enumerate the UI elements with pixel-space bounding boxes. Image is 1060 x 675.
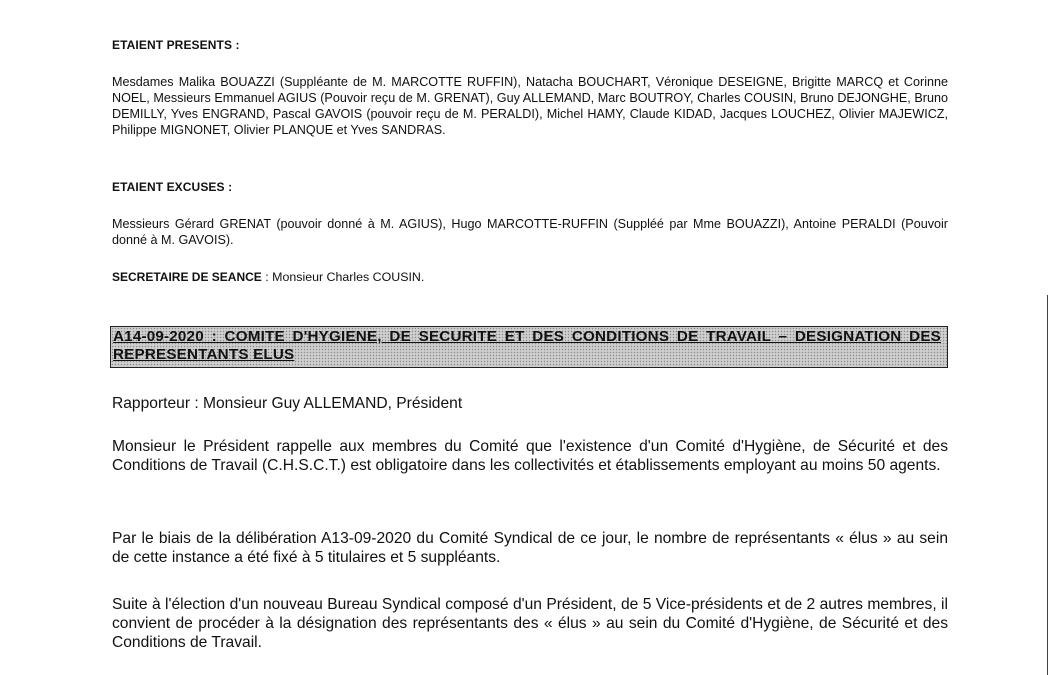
secretary-value: : Monsieur Charles COUSIN. [261,270,425,284]
rapporteur-line: Rapporteur : Monsieur Guy ALLEMAND, Président [112,395,463,412]
excused-heading: ETAIENT EXCUSES : [112,180,233,194]
secretary-label: SECRETAIRE DE SEANCE [112,270,262,284]
excused-list: Messieurs Gérard GRENAT (pouvoir donné à M. AGIUS), Hugo MARCOTTE-RUFFIN (Suppléé par Mme BOUAZZI), Antoine PERALDI (Pouvoir donné à M. GAVOIS). [112,217,948,247]
deliberation-title: A14-09-2020 : COMITE D'HYGIENE, DE SECURITE ET DES CONDITIONS DE TRAVAIL – DESIGNATION DES REPRESENTANTS ELUS [113,328,941,363]
page-edge-divider [1047,295,1048,675]
secretary-line [112,270,948,284]
present-list: Mesdames Malika BOUAZZI (Suppléante de M. MARCOTTE RUFFIN), Natacha BOUCHART, Véronique DESEIGNE, Brigitte MARCQ et Corinne NOEL, Messieurs Emmanuel AGIUS (Pouvoir reçu de M. GRENAT), Guy ALLEMAND, Marc BOUTROY, Charles COUSIN, Bruno DEJONGHE, Bruno DEMILLY, Yves ENGRAND, Pascal GAVOIS (pouvoir reçu de M. PERALDI), Michel HAMY, Claude KIDAD, Jacques LOUCHEZ, Olivier MAJEWICZ, Philippe MIGNONET, Olivier PLANQUE et Yves SANDRAS. [112,75,948,137]
present-heading: ETAIENT PRESENTS : [112,38,240,52]
paragraph-1: Monsieur le Président rappelle aux membres du Comité que l'existence d'un Comité d'Hygiène, de Sécurité et des Conditions de Travail (C.H.S.C.T.) est obligatoire dans les collectivités et établissements employant au moins 50 agents. [112,438,948,474]
deliberation-title-banner [110,326,948,368]
paragraph-2: Par le biais de la délibération A13-09-2020 du Comité Syndical de ce jour, le nombre de représentants « élus » au sein de cette instance a été fixé à 5 titulaires et 5 suppléants. [112,530,948,566]
paragraph-3: Suite à l'élection d'un nouveau Bureau Syndical composé d'un Président, de 5 Vice-présidents et de 2 autres membres, il convient de procéder à la désignation des représentants des « élus » au sein du Comité d'Hygiène, de Sécurité et des Conditions de Travail. [112,596,948,651]
